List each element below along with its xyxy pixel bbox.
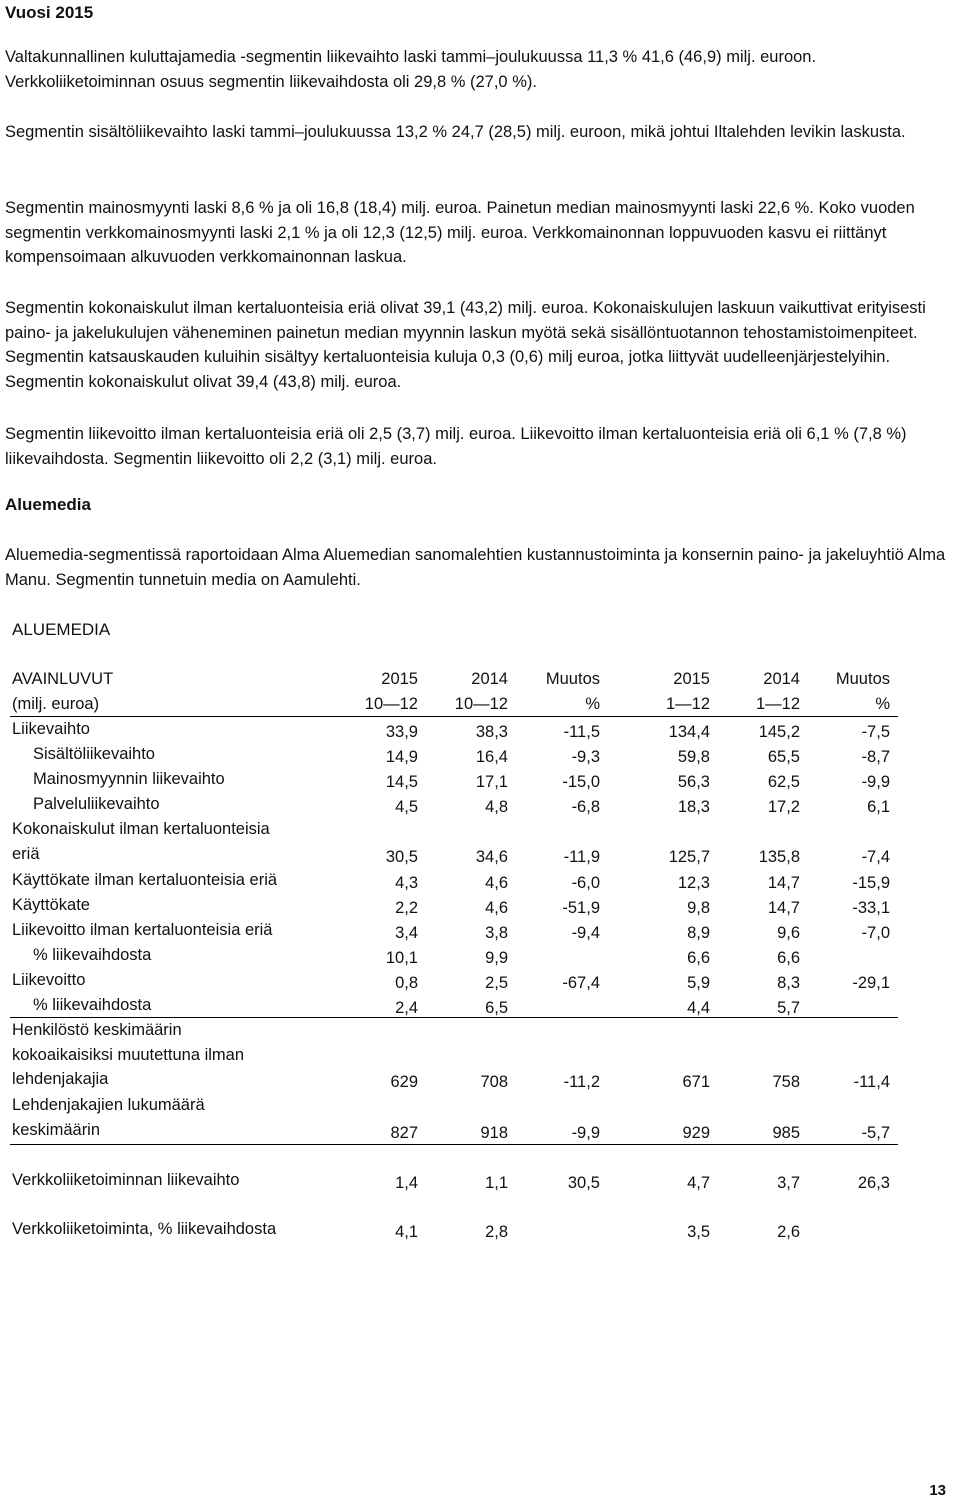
row-label: Palveluliikevaihto xyxy=(33,795,160,813)
row-value: 6,6 xyxy=(687,949,710,967)
table-end-rule xyxy=(10,1144,898,1145)
row-value: 4,6 xyxy=(485,899,508,917)
header-col2-3: 1—12 xyxy=(665,695,710,713)
row-value: 2,6 xyxy=(777,1223,800,1241)
header-col-4: 2014 xyxy=(763,670,800,688)
aluemedia-heading: Aluemedia xyxy=(5,495,91,514)
paragraph-aluemedia: Aluemedia-segmentissä raportoidaan Alma Aluemedian sanomalehtien kustannustoiminta ja konsernin paino- ja jakeluyhtiö Alma Manu. Segmentin tunnetuin media on Aamulehti. xyxy=(5,546,946,589)
row-value: 3,8 xyxy=(485,924,508,942)
row-value: 758 xyxy=(772,1073,800,1091)
row-label: % liikevaihdosta xyxy=(33,946,152,964)
row-label: Mainosmyynnin liikevaihto xyxy=(33,770,225,788)
row-value: 8,3 xyxy=(777,974,800,992)
row-value: -15,0 xyxy=(562,773,600,791)
row-value: 62,5 xyxy=(767,773,800,791)
row-value: 65,5 xyxy=(767,748,800,766)
row-value: 145,2 xyxy=(758,723,800,741)
row-label: lehdenjakajia xyxy=(12,1070,109,1088)
row-value: -33,1 xyxy=(852,899,890,917)
row-value: -7,5 xyxy=(861,723,890,741)
row-value: 33,9 xyxy=(385,723,418,741)
row-value: 3,4 xyxy=(395,924,418,942)
header-rule xyxy=(10,716,898,717)
row-value: 2,4 xyxy=(395,999,418,1017)
row-value: 1,1 xyxy=(485,1174,508,1192)
header-col2-1: 10—12 xyxy=(454,695,508,713)
row-label: % liikevaihdosta xyxy=(33,996,152,1014)
row-label: Käyttökate ilman kertaluonteisia eriä xyxy=(12,871,278,889)
row-value: 9,6 xyxy=(777,924,800,942)
row-value: 17,2 xyxy=(767,798,800,816)
header-col-3: 2015 xyxy=(673,670,710,688)
paragraph-costs: Segmentin kokonaiskulut ilman kertaluonteisia eriä olivat 39,1 (43,2) milj. euroa. Kokonaiskulujen laskuun vaikuttivat erityisesti paino- ja jakelukulujen väheneminen painetun median myynnin laskun myötä sekä sisällöntuotannon tehostamistoimenpiteet. Segmentin katsauskauden kuluihin sisältyy kertaluonteisia kuluja 0,3 (0,6) milj euroa, jotka liittyvät uudelleenjärjestelyihin. Segmentin kokonaiskulut olivat 39,4 (43,8) milj. euroa. xyxy=(5,299,926,391)
paragraph-advertising: Segmentin mainosmyynti laski 8,6 % ja oli 16,8 (18,4) milj. euroa. Painetun median mainosmyynti laski 22,6 %. Koko vuoden segmentin verkkomainosmyynti laski 2,1 % ja oli 12,3 (12,5) milj. euroa. Verkkomainonnan loppuvuoden kasvu ei riittänyt kompensoimaan alkuvuoden verkkomainonnan laskua. xyxy=(5,199,915,266)
row-label: Kokonaiskulut ilman kertaluonteisia xyxy=(12,820,270,838)
header-col2-5: % xyxy=(875,695,890,713)
row-value: -6,0 xyxy=(571,874,600,892)
row-value: 5,9 xyxy=(687,974,710,992)
header-unit: (milj. euroa) xyxy=(12,695,100,713)
row-value: -9,4 xyxy=(571,924,600,942)
table-bottom-rule xyxy=(10,1017,898,1018)
row-value: 14,5 xyxy=(385,773,418,791)
row-value: -6,8 xyxy=(571,798,600,816)
row-value: 2,2 xyxy=(395,899,418,917)
header-col-5: Muutos xyxy=(835,670,890,688)
row-value: 9,8 xyxy=(687,899,710,917)
row-label: Liikevaihto xyxy=(12,720,90,738)
row-value: 671 xyxy=(682,1073,710,1091)
row-label: Sisältöliikevaihto xyxy=(33,745,155,763)
row-label: Liikevoitto xyxy=(12,971,86,989)
row-value: 4,5 xyxy=(395,798,418,816)
row-value: 14,7 xyxy=(767,899,800,917)
row-value: 4,8 xyxy=(485,798,508,816)
row-value: -7,4 xyxy=(861,847,890,866)
row-label: Liikevoitto ilman kertaluonteisia eriä xyxy=(12,921,273,939)
row-value: 14,9 xyxy=(385,748,418,766)
row-value: 30,5 xyxy=(385,847,418,866)
paragraph-content-revenue: Segmentin sisältöliikevaihto laski tammi–joulukuussa 13,2 % 24,7 (28,5) milj. euroon, mikä johtui Iltalehden levikin laskusta. xyxy=(5,123,906,141)
row-value: 34,6 xyxy=(475,847,508,866)
row-value: -29,1 xyxy=(852,974,890,992)
row-label: Verkkoliiketoiminta, % liikevaihdosta xyxy=(12,1220,277,1238)
row-value: 14,7 xyxy=(767,874,800,892)
row-value: 17,1 xyxy=(475,773,508,791)
row-value: -11,5 xyxy=(563,723,600,741)
row-value: -9,9 xyxy=(861,773,890,791)
row-value: 629 xyxy=(390,1073,418,1091)
row-value: 6,5 xyxy=(485,999,508,1017)
header-col2-4: 1—12 xyxy=(755,695,800,713)
row-value: -8,7 xyxy=(861,748,890,766)
row-value: -7,0 xyxy=(861,924,890,942)
row-value: 56,3 xyxy=(677,773,710,791)
row-value: 16,4 xyxy=(475,748,508,766)
paragraph-revenue: Valtakunnallinen kuluttajamedia -segmentin liikevaihto laski tammi–joulukuussa 11,3 % 41,6 (46,9) milj. euroon. Verkkoliiketoiminnan osuus segmentin liikevaihdosta oli 29,8 % (27,0 %). xyxy=(5,48,817,91)
row-value: 4,7 xyxy=(687,1174,710,1192)
row-value: 0,8 xyxy=(395,974,418,992)
table-title: ALUEMEDIA xyxy=(12,620,111,639)
row-value: 827 xyxy=(390,1123,418,1142)
header-col-0: 2015 xyxy=(381,670,418,688)
row-value: 985 xyxy=(772,1123,800,1142)
row-value: 708 xyxy=(480,1073,508,1091)
row-value: 8,9 xyxy=(687,924,710,942)
row-value: -51,9 xyxy=(562,899,600,917)
row-value: -15,9 xyxy=(852,874,890,892)
row-value: -11,2 xyxy=(563,1073,600,1091)
row-value: 2,8 xyxy=(485,1223,508,1241)
row-value: 10,1 xyxy=(385,949,418,967)
row-value: -67,4 xyxy=(562,974,600,992)
row-value: 6,1 xyxy=(867,798,890,816)
row-value: 26,3 xyxy=(857,1174,890,1192)
row-value: 929 xyxy=(682,1123,710,1142)
row-value: 918 xyxy=(480,1123,508,1142)
row-label: Käyttökate xyxy=(12,896,90,914)
row-value: 30,5 xyxy=(567,1174,600,1192)
row-value: 4,6 xyxy=(485,874,508,892)
header-col2-0: 10—12 xyxy=(364,695,418,713)
row-label: Lehdenjakajien lukumäärä xyxy=(12,1096,205,1114)
row-value: 4,4 xyxy=(687,999,710,1017)
paragraph-operating-profit: Segmentin liikevoitto ilman kertaluonteisia eriä oli 2,5 (3,7) milj. euroa. Liikevoitto ilman kertaluonteisia eriä oli 6,1 % (7,8 %) liikevaihdosta. Segmentin liikevoitto oli 2,2 (3,1) milj. euroa. xyxy=(5,425,907,468)
row-value: 125,7 xyxy=(668,847,710,866)
row-value: -5,7 xyxy=(861,1123,890,1142)
row-value: 9,9 xyxy=(485,949,508,967)
header-col-2: Muutos xyxy=(545,670,600,688)
row-value: 4,1 xyxy=(395,1223,418,1241)
header-col-1: 2014 xyxy=(471,670,508,688)
row-label: Verkkoliiketoiminnan liikevaihto xyxy=(12,1171,240,1189)
year-heading: Vuosi 2015 xyxy=(5,3,94,22)
row-label: Henkilöstö keskimäärin xyxy=(12,1021,182,1039)
row-value: 135,8 xyxy=(758,847,800,866)
row-value: 134,4 xyxy=(668,723,710,741)
row-label: kokoaikaisiksi muutettuna ilman xyxy=(12,1045,245,1064)
page-number: 13 xyxy=(929,1482,946,1499)
header-label: AVAINLUVUT xyxy=(12,670,114,688)
row-value: 2,5 xyxy=(485,974,508,992)
row-value: 38,3 xyxy=(475,723,508,741)
row-value: -11,4 xyxy=(853,1073,890,1091)
row-value: 18,3 xyxy=(677,798,710,816)
row-value: 4,3 xyxy=(395,874,418,892)
row-value: 1,4 xyxy=(395,1174,418,1192)
row-value: -9,9 xyxy=(571,1123,600,1142)
row-value: 5,7 xyxy=(777,999,800,1017)
row-value: 3,5 xyxy=(687,1223,710,1241)
header-col2-2: % xyxy=(585,695,600,713)
row-value: -11,9 xyxy=(563,847,600,866)
row-value: 12,3 xyxy=(677,874,710,892)
row-value: 59,8 xyxy=(677,748,710,766)
row-value: -9,3 xyxy=(571,748,600,766)
row-value: 3,7 xyxy=(777,1174,800,1192)
row-value: 6,6 xyxy=(777,949,800,967)
row-label: eriä xyxy=(12,844,40,863)
row-label: keskimäärin xyxy=(12,1120,101,1139)
